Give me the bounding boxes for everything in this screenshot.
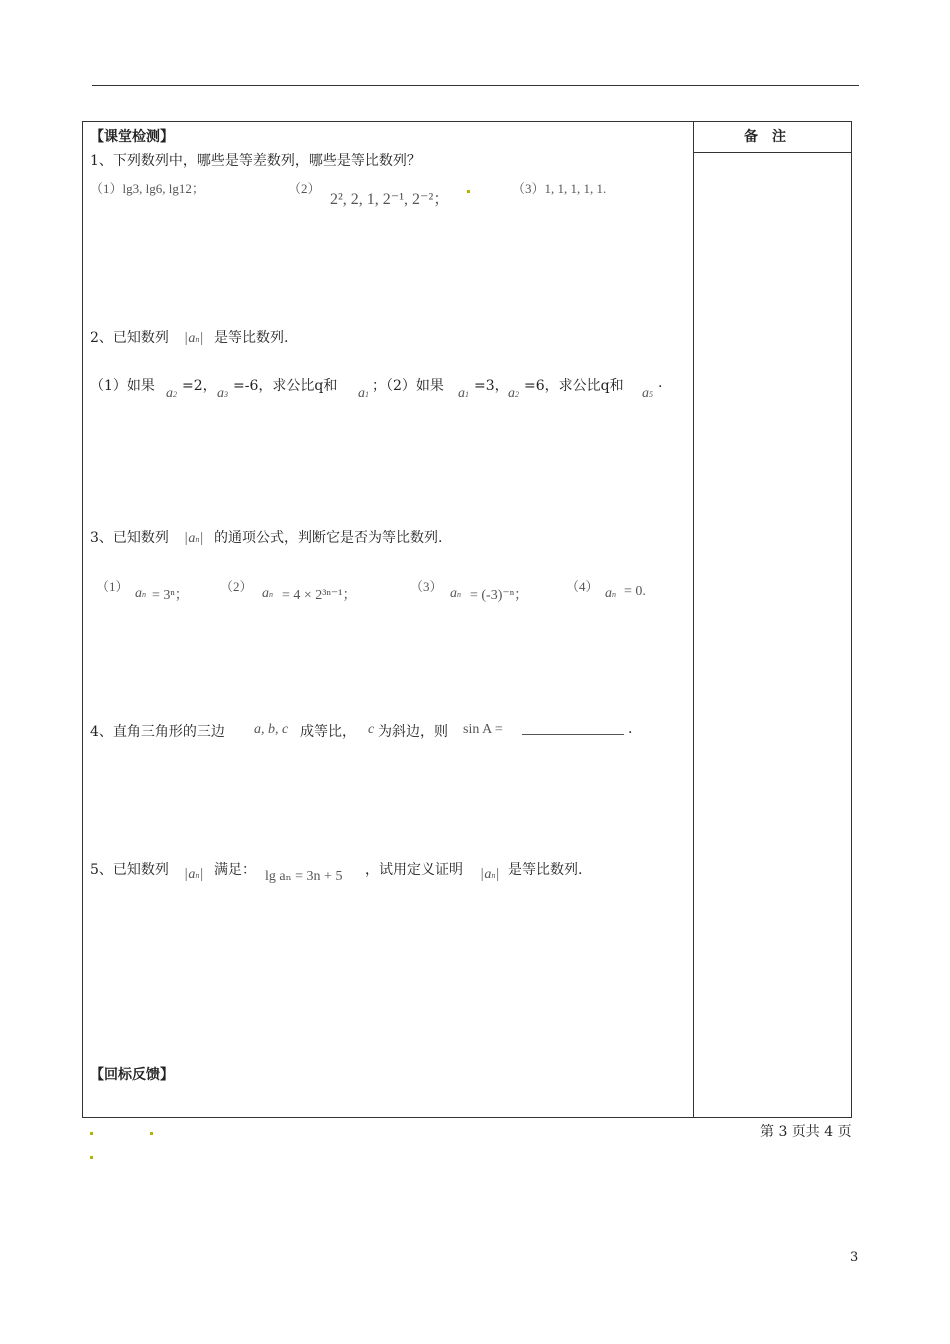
sequence-symbol: |an|	[184, 867, 204, 882]
q3-formula4: = 0.	[624, 584, 646, 599]
worksheet-table	[82, 121, 852, 1118]
q1-part2-formula: 2², 2, 1, 2⁻¹, 2⁻²；	[330, 191, 450, 208]
q4-text-end: 为斜边，则	[378, 724, 448, 740]
term-an: an	[262, 586, 273, 601]
q2-part1-value1: =2，	[182, 378, 217, 394]
q1-part1: （1）lg3, lg6, lg12；	[90, 181, 205, 196]
section-title: 【课堂检测】	[90, 129, 174, 145]
marker-dot	[90, 1156, 93, 1159]
page-number: 3	[850, 1250, 859, 1265]
q4-text-mid: 成等比，	[300, 724, 356, 740]
q2-text-start: 2、已知数列	[90, 330, 169, 346]
q3-label3: （3）	[410, 579, 443, 594]
q3-text-end: 的通项公式，判断它是否为等比数列.	[214, 530, 443, 546]
feedback-title: 【回标反馈】	[90, 1067, 174, 1083]
q5-text-end: 是等比数列.	[508, 862, 583, 878]
q4-expression: sin A =	[463, 722, 503, 737]
q3-label4: （4）	[566, 579, 599, 594]
answer-blank	[522, 722, 624, 739]
q1-part3: （3）1, 1, 1, 1, 1.	[512, 181, 607, 196]
q3-formula1: = 3ⁿ；	[152, 588, 189, 603]
marker-dot	[467, 190, 470, 193]
q2-text-end: 是等比数列.	[214, 330, 289, 346]
q3-label1: （1）	[96, 579, 129, 594]
q1-text: 1、下列数列中，哪些是等差数列，哪些是等比数列？	[90, 153, 421, 169]
page-info: 第 3 页共 4 页	[760, 1124, 852, 1140]
q4-sides: a, b, c	[254, 722, 289, 737]
q5-text-prove: ，试用定义证明	[365, 862, 463, 878]
marker-dot	[90, 1132, 93, 1135]
q4-hypotenuse: c	[368, 722, 375, 737]
q4-end: .	[628, 721, 633, 737]
term-a3: a3	[217, 386, 228, 401]
q3-label2: （2）	[220, 579, 253, 594]
term-a2-b: a2	[508, 386, 519, 401]
column-divider	[693, 121, 694, 1118]
q3-formula2: = 4 × 2³ⁿ⁻¹；	[282, 588, 357, 603]
term-an: an	[450, 586, 461, 601]
q2-part2-end: .	[658, 375, 663, 391]
q5-formula: lg aₙ = 3n + 5	[265, 869, 343, 884]
term-a1: a1	[358, 386, 369, 401]
sequence-symbol: |an|	[184, 531, 204, 546]
term-a2: a2	[166, 386, 177, 401]
q5-text-start: 5、已知数列	[90, 862, 169, 878]
notes-header-rule	[693, 152, 852, 153]
term-an: an	[135, 586, 146, 601]
q2-part1-value2: =-6，求公比q和	[233, 378, 338, 394]
header-rule	[92, 85, 859, 86]
q5-text-mid: 满足：	[214, 862, 256, 878]
q3-text-start: 3、已知数列	[90, 530, 169, 546]
sequence-symbol: |an|	[480, 867, 500, 882]
q2-part2-value2: =6，求公比q和	[524, 378, 624, 394]
term-an: an	[605, 586, 616, 601]
q2-part1-start: （1）如果	[90, 378, 155, 394]
q2-part2-start: ；（2）如果	[372, 378, 444, 394]
term-a5: a5	[642, 386, 653, 401]
q2-part2-value1: =3，	[474, 378, 509, 394]
q1-part2-label: （2）	[288, 181, 321, 196]
sequence-symbol: |an|	[184, 331, 204, 346]
marker-dot	[150, 1132, 153, 1135]
q3-formula3: = (-3)⁻ⁿ；	[470, 588, 529, 603]
notes-title: 备 注	[744, 129, 786, 145]
term-a1-b: a1	[458, 386, 469, 401]
q4-text-start: 4、直角三角形的三边	[90, 724, 225, 740]
